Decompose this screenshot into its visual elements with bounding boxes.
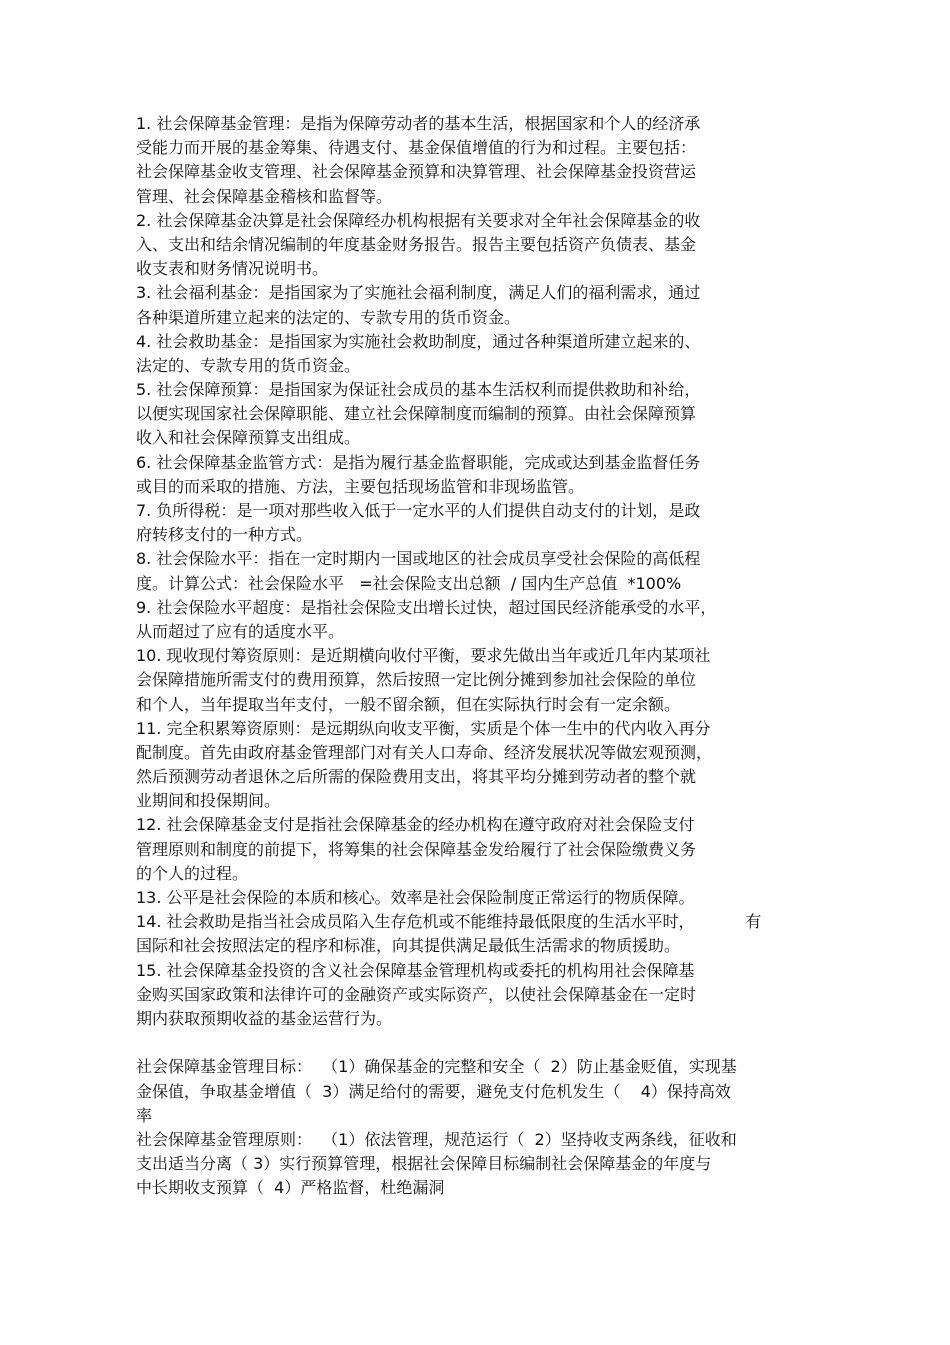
definition-12: [136, 813, 816, 886]
text-line: 会保障措施所需支付的费用预算，然后按照一定比例分摊到参加社会保险的单位: [136, 670, 697, 690]
definition-5: [136, 378, 816, 451]
text-line: 然后预测劳动者退休之后所需的保险费用支出，将其平均分摊到劳动者的整个就: [136, 767, 697, 787]
text-line: 社会保障基金管理目标： （1）确保基金的完整和安全（ 2）防止基金贬值，实现基: [136, 1057, 737, 1077]
management-principles: [136, 1128, 816, 1201]
paragraph-gap: [136, 1031, 816, 1055]
document-body: [136, 112, 816, 1200]
definition-3: [136, 281, 816, 329]
definition-2: [136, 209, 816, 282]
text-line: 14. 社会救助是指当社会成员陷入生存危机或不能维持最低限度的生活水平时， 有: [136, 912, 762, 932]
text-line: 中长期收支预算（ 4）严格监督，杜绝漏洞: [136, 1178, 445, 1198]
definition-6: [136, 451, 816, 499]
text-line: 法定的、专款专用的货币资金。: [136, 355, 361, 375]
text-line: 金购买国家政策和法律许可的金融资产或实际资产，以使社会保障基金在一定时: [136, 984, 697, 1004]
definition-15: [136, 959, 816, 1032]
text-line: 11. 完全积累筹资原则：是远期纵向收支平衡，实质是个体一生中的代内收入再分: [136, 718, 711, 738]
text-line: 业期间和投保期间。: [136, 791, 281, 811]
definition-1: [136, 112, 816, 209]
text-line: 率: [136, 1105, 153, 1125]
text-line: 以便实现国家社会保障职能、建立社会保障制度而编制的预算。由社会保障预算: [136, 404, 697, 424]
text-line: 入、支出和结余情况编制的年度基金财务报告。报告主要包括资产负债表、基金: [136, 234, 697, 254]
text-line: 社会保障基金管理原则： （1）依法管理，规范运行（ 2）坚持收支两条线，征收和: [136, 1129, 737, 1149]
text-line: 4. 社会救助基金：是指国家为实施社会救助制度，通过各种渠道所建立起来的、: [136, 331, 701, 351]
text-line: 从而超过了应有的适度水平。: [136, 621, 345, 641]
text-line: 度。计算公式：社会保险水平 =社会保险支出总额 / 国内生产总值 *100%: [136, 573, 682, 593]
text-line: 和个人，当年提取当年支付，一般不留余额，但在实际执行时会有一定余额。: [136, 694, 681, 714]
definition-7: [136, 499, 816, 547]
definition-14: [136, 910, 816, 958]
text-line: 府转移支付的一种方式。: [136, 525, 313, 545]
text-line: 6. 社会保障基金监管方式：是指为履行基金监督职能，完成或达到基金监督任务: [136, 452, 701, 472]
text-line: 国际和社会按照法定的程序和标准，向其提供满足最低生活需求的物质援助。: [136, 936, 681, 956]
text-line: 管理、社会保障基金稽核和监督等。: [136, 186, 393, 206]
text-line: 配制度。首先由政府基金管理部门对有关人口寿命、经济发展状况等做宏观预测，: [136, 742, 713, 762]
definition-13: [136, 886, 816, 910]
text-line: 1. 社会保障基金管理：是指为保障劳动者的基本生活，根据国家和个人的经济承: [136, 114, 701, 133]
text-line: 7. 负所得税：是一项对那些收入低于一定水平的人们提供自动支付的计划，是政: [136, 501, 701, 520]
text-line: 受能力而开展的基金筹集、待遇支付、基金保值增值的行为和过程。主要包括：: [136, 138, 697, 158]
definition-4: [136, 330, 816, 378]
text-line: 的个人的过程。: [136, 863, 249, 883]
text-line: 8. 社会保险水平：指在一定时期内一国或地区的社会成员享受社会保险的高低程: [136, 549, 701, 569]
text-line: 收支表和财务情况说明书。: [136, 259, 329, 279]
text-line: 5. 社会保障预算：是指国家为保证社会成员的基本生活权利而提供救助和补给，: [136, 380, 701, 400]
text-line: 各种渠道所建立起来的法定的、专款专用的货币资金。: [136, 307, 521, 327]
management-goals: [136, 1055, 816, 1128]
text-line: 15. 社会保障基金投资的含义社会保障基金管理机构或委托的机构用社会保障基: [136, 960, 695, 980]
text-line: 9. 社会保险水平超度：是指社会保险支出增长过快，超过国民经济能承受的水平，: [136, 597, 717, 617]
text-line: 13. 公平是社会保险的本质和核心。效率是社会保险制度正常运行的物质保障。: [136, 888, 695, 907]
text-line: 金保值，争取基金增值（ 3）满足给付的需要，避免支付危机发生（ 4）保持高效: [136, 1081, 731, 1101]
text-line: 管理原则和制度的前提下，将筹集的社会保障基金发给履行了社会保险缴费义务: [136, 839, 697, 859]
definition-11: [136, 717, 816, 814]
text-line: 3. 社会福利基金：是指国家为了实施社会福利制度，满足人们的福利需求，通过: [136, 283, 701, 303]
text-line: 支出适当分离（ 3）实行预算管理，根据社会保障目标编制社会保障基金的年度与: [136, 1154, 712, 1174]
definition-8: [136, 547, 816, 595]
definition-9: [136, 596, 816, 644]
definition-10: [136, 644, 816, 717]
text-line: 收入和社会保障预算支出组成。: [136, 428, 361, 448]
text-line: 2. 社会保障基金决算是社会保障经办机构根据有关要求对全年社会保障基金的收: [136, 210, 701, 230]
text-line: 12. 社会保障基金支付是指社会保障基金的经办机构在遵守政府对社会保险支付: [136, 815, 695, 835]
text-line: 或目的而采取的措施、方法，主要包括现场监管和非现场监管。: [136, 476, 585, 496]
text-line: 10. 现收现付筹资原则：是近期横向收付平衡，要求先做出当年或近几年内某项社: [136, 646, 711, 666]
text-line: 社会保障基金收支管理、社会保障基金预算和决算管理、社会保障基金投资营运: [136, 162, 697, 182]
text-line: 期内获取预期收益的基金运营行为。: [136, 1008, 393, 1028]
